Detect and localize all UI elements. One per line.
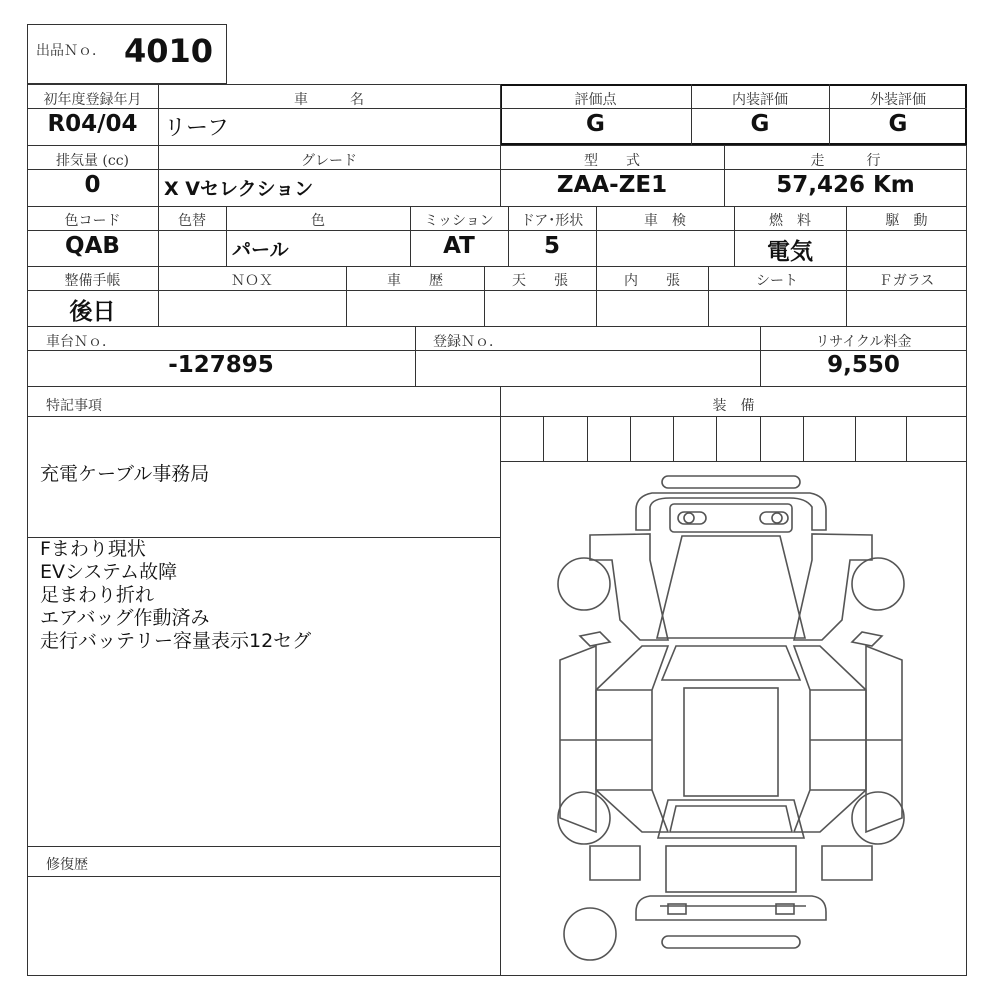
car-name-label: 車 名 (294, 92, 364, 108)
car-name-value: リーフ (164, 116, 229, 141)
registration-label: 登録Ｎｏ． (433, 334, 503, 350)
interior-rating-label: 内装評価 (732, 92, 788, 108)
remarks-line1: 充電ケーブル事務局 (40, 463, 210, 485)
mission-label: ミッション (424, 213, 494, 229)
color-code-label: 色コード (64, 213, 121, 229)
interior-trim-label: 内 張 (624, 273, 680, 289)
fuel-value: 電気 (767, 239, 813, 265)
mission-value: AT (443, 233, 475, 259)
model-label: 型 式 (584, 153, 640, 169)
color-label: 色 (311, 213, 325, 229)
chassis-label: 車台Ｎｏ． (46, 334, 116, 350)
inspection-label: 車 検 (644, 213, 686, 229)
drive-label: 駆 動 (885, 213, 928, 229)
door-value: 5 (543, 233, 560, 259)
remarks-item-4: エアバッグ作動済み (40, 607, 210, 629)
maintenance-value: 後日 (69, 299, 116, 325)
exterior-rating-label: 外装評価 (870, 92, 926, 108)
model-value: ZAA-ZE1 (556, 172, 668, 198)
remarks-item-1: Fまわり現状 (40, 538, 146, 560)
exterior-rating-value: G (888, 111, 908, 137)
remarks-item-3: 足まわり折れ (40, 584, 155, 606)
first-registration-label: 初年度登録年月 (43, 92, 142, 108)
displacement-value: 0 (84, 172, 101, 198)
history-label: 車 歴 (387, 273, 443, 289)
remarks-item-2: EVシステム故障 (40, 561, 178, 583)
recycle-label: リサイクル料金 (815, 334, 912, 350)
score-label: 評価点 (574, 92, 617, 108)
color-value: パール (232, 239, 289, 261)
nox-label: ＮＯＸ (231, 273, 273, 289)
fuel-label: 燃 料 (769, 213, 811, 229)
lot-number: 4010 (124, 32, 214, 70)
score-value: G (586, 111, 605, 137)
door-label: ドア･形状 (520, 213, 584, 229)
remarks-item-5: 走行バッテリー容量表示12セグ (40, 630, 312, 652)
chassis-value: -127895 (168, 352, 274, 378)
mileage-label: 走 行 (810, 153, 881, 169)
mileage-value: 57,426 Km (776, 172, 915, 198)
remarks-label: 特記事項 (46, 398, 102, 414)
repaint-label: 色替 (178, 213, 206, 229)
color-code-value: QAB (65, 233, 120, 259)
grade-value: X Vセレクション (164, 178, 314, 200)
equipment-label: 装 備 (712, 398, 755, 414)
f-glass-label: Ｆガラス (878, 273, 935, 289)
grade-label: グレード (301, 153, 357, 169)
first-registration-value: R04/04 (47, 111, 138, 137)
displacement-label: 排気量 (cc) (55, 153, 130, 169)
lot-label: 出品Ｎｏ． (36, 43, 106, 59)
roof-label: 天 張 (512, 273, 568, 289)
interior-rating-value: G (750, 111, 770, 137)
seat-label: シート (756, 273, 798, 289)
recycle-value: 9,550 (827, 352, 900, 378)
repair-history-label: 修復歴 (46, 857, 88, 873)
maintenance-label: 整備手帳 (64, 273, 121, 289)
